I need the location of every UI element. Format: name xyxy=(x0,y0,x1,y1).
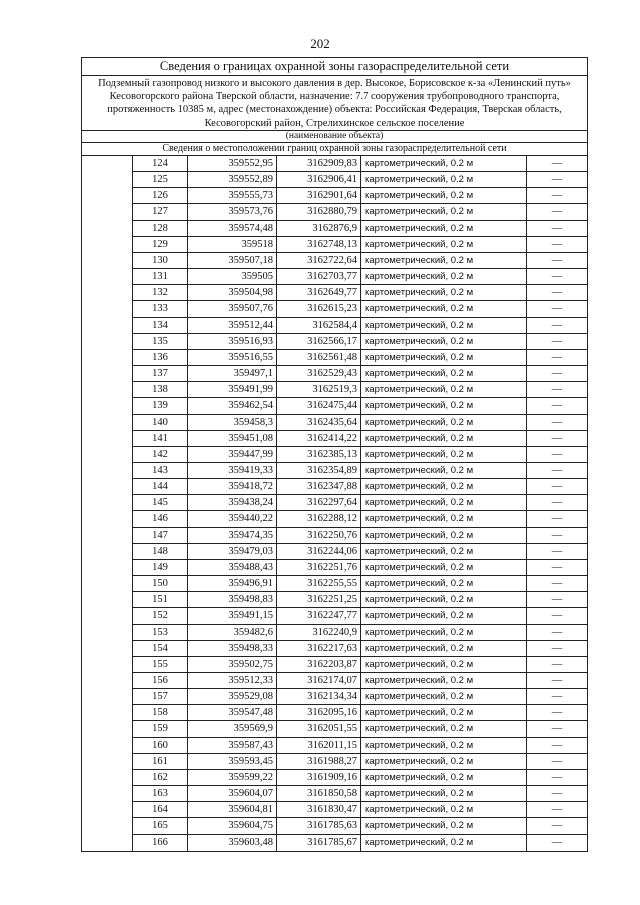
point-number: 152 xyxy=(133,608,188,623)
table-row xyxy=(132,415,587,431)
point-number: 162 xyxy=(133,770,188,785)
point-number: 146 xyxy=(133,511,188,526)
table-row xyxy=(132,592,587,608)
y-coordinate: 3162347,88 xyxy=(277,479,361,494)
table-row xyxy=(132,576,587,592)
note-cell: — xyxy=(551,335,563,347)
table-row xyxy=(132,285,587,301)
point-number: 135 xyxy=(133,334,188,349)
table-row xyxy=(132,301,587,317)
method-accuracy: картометрический, 0.2 м xyxy=(361,576,527,591)
x-coordinate: 359447,99 xyxy=(188,447,277,462)
table-row xyxy=(132,835,587,851)
note-cell: — xyxy=(551,771,563,783)
point-number: 144 xyxy=(133,479,188,494)
method-accuracy: картометрический, 0.2 м xyxy=(361,253,527,268)
y-coordinate: 3162255,55 xyxy=(277,576,361,591)
table-row xyxy=(132,786,587,802)
note-cell: — xyxy=(551,723,563,735)
x-coordinate: 359458,3 xyxy=(188,415,277,430)
note-cell: — xyxy=(551,658,563,670)
object-description: Подземный газопровод низкого и высокого давления в дер. Высокое, Борисовское к-за «Ленинский путь» Кесовогорского района Тверской области, назначение: 7.7 сооружения трубопроводного транспорта, протяженность 10385 м, адрес (местонахождение) объекта: Российская Федерация, Тверская область, Кесовогорский район, Стрелихинское сельское поселение xyxy=(82,76,587,131)
y-coordinate: 3161785,63 xyxy=(277,818,361,833)
x-coordinate: 359603,48 xyxy=(188,835,277,851)
method-accuracy: картометрический, 0.2 м xyxy=(361,269,527,284)
note-cell: — xyxy=(551,642,563,654)
method-accuracy: картометрический, 0.2 м xyxy=(361,818,527,833)
x-coordinate: 359547,48 xyxy=(188,705,277,720)
table-row xyxy=(132,673,587,689)
method-accuracy: картометрический, 0.2 м xyxy=(361,625,527,640)
x-coordinate: 359491,99 xyxy=(188,382,277,397)
x-coordinate: 359474,35 xyxy=(188,528,277,543)
note-cell: — xyxy=(551,497,563,509)
method-accuracy: картометрический, 0.2 м xyxy=(361,237,527,252)
point-number: 166 xyxy=(133,835,188,851)
y-coordinate: 3162354,89 xyxy=(277,463,361,478)
point-number: 126 xyxy=(133,188,188,203)
table-row xyxy=(132,802,587,818)
table-row xyxy=(132,641,587,657)
note-cell: — xyxy=(551,545,563,557)
y-coordinate: 3162240,9 xyxy=(277,625,361,640)
note-cell: — xyxy=(551,400,563,412)
y-coordinate: 3162134,34 xyxy=(277,689,361,704)
method-accuracy: картометрический, 0.2 м xyxy=(361,770,527,785)
note-cell: — xyxy=(551,836,563,848)
method-accuracy: картометрический, 0.2 м xyxy=(361,511,527,526)
point-number: 132 xyxy=(133,285,188,300)
table-row xyxy=(132,657,587,673)
note-cell: — xyxy=(551,287,563,299)
x-coordinate: 359604,75 xyxy=(188,818,277,833)
point-number: 131 xyxy=(133,269,188,284)
y-coordinate: 3162250,76 xyxy=(277,528,361,543)
y-coordinate: 3162011,15 xyxy=(277,738,361,753)
table-row xyxy=(132,253,587,269)
table-row xyxy=(132,398,587,414)
method-accuracy: картометрический, 0.2 м xyxy=(361,608,527,623)
x-coordinate: 359482,6 xyxy=(188,625,277,640)
note-cell: — xyxy=(551,739,563,751)
note-cell: — xyxy=(551,238,563,250)
y-coordinate: 3162297,64 xyxy=(277,495,361,510)
point-number: 138 xyxy=(133,382,188,397)
y-coordinate: 3162288,12 xyxy=(277,511,361,526)
note-cell: — xyxy=(551,578,563,590)
point-number: 151 xyxy=(133,592,188,607)
point-number: 158 xyxy=(133,705,188,720)
method-accuracy: картометрический, 0.2 м xyxy=(361,495,527,510)
method-accuracy: картометрический, 0.2 м xyxy=(361,285,527,300)
x-coordinate: 359488,43 xyxy=(188,560,277,575)
method-accuracy: картометрический, 0.2 м xyxy=(361,641,527,656)
note-cell: — xyxy=(551,222,563,234)
table-row xyxy=(132,447,587,463)
point-number: 128 xyxy=(133,221,188,236)
point-number: 130 xyxy=(133,253,188,268)
table-row xyxy=(132,528,587,544)
note-cell: — xyxy=(551,788,563,800)
method-accuracy: картометрический, 0.2 м xyxy=(361,366,527,381)
method-accuracy: картометрический, 0.2 м xyxy=(361,382,527,397)
x-coordinate: 359529,08 xyxy=(188,689,277,704)
table-row xyxy=(132,721,587,737)
method-accuracy: картометрический, 0.2 м xyxy=(361,528,527,543)
point-number: 164 xyxy=(133,802,188,817)
point-number: 149 xyxy=(133,560,188,575)
note-cell: — xyxy=(551,416,563,428)
note-cell: — xyxy=(551,432,563,444)
table-row xyxy=(132,495,587,511)
y-coordinate: 3162561,48 xyxy=(277,350,361,365)
point-number: 165 xyxy=(133,818,188,833)
note-cell: — xyxy=(551,464,563,476)
y-coordinate: 3162880,79 xyxy=(277,204,361,219)
y-coordinate: 3162906,41 xyxy=(277,172,361,187)
note-cell: — xyxy=(551,804,563,816)
note-cell: — xyxy=(551,561,563,573)
table-row xyxy=(132,382,587,398)
y-coordinate: 3161909,16 xyxy=(277,770,361,785)
table-title: Сведения о границах охранной зоны газораспределительной сети xyxy=(82,58,587,76)
x-coordinate: 359498,33 xyxy=(188,641,277,656)
method-accuracy: картометрический, 0.2 м xyxy=(361,188,527,203)
x-coordinate: 359512,44 xyxy=(188,318,277,333)
table-row xyxy=(132,705,587,721)
table-row xyxy=(132,172,587,188)
method-accuracy: картометрический, 0.2 м xyxy=(361,301,527,316)
method-accuracy: картометрический, 0.2 м xyxy=(361,721,527,736)
y-coordinate: 3162901,64 xyxy=(277,188,361,203)
point-number: 160 xyxy=(133,738,188,753)
page-number: 202 xyxy=(310,36,330,51)
table-row xyxy=(132,366,587,382)
note-cell: — xyxy=(551,351,563,363)
x-coordinate: 359507,18 xyxy=(188,253,277,268)
table-row xyxy=(132,479,587,495)
x-coordinate: 359516,93 xyxy=(188,334,277,349)
point-number: 156 xyxy=(133,673,188,688)
method-accuracy: картометрический, 0.2 м xyxy=(361,415,527,430)
note-cell: — xyxy=(551,368,563,380)
point-number: 147 xyxy=(133,528,188,543)
y-coordinate: 3161988,27 xyxy=(277,754,361,769)
note-cell: — xyxy=(551,271,563,283)
note-cell: — xyxy=(551,319,563,331)
point-number: 141 xyxy=(133,431,188,446)
method-accuracy: картометрический, 0.2 м xyxy=(361,592,527,607)
table-row xyxy=(132,511,587,527)
y-coordinate: 3162247,77 xyxy=(277,608,361,623)
method-accuracy: картометрический, 0.2 м xyxy=(361,705,527,720)
coordinate-rows xyxy=(82,156,587,851)
y-coordinate: 3161785,67 xyxy=(277,835,361,851)
y-coordinate: 3161850,58 xyxy=(277,786,361,801)
point-number: 137 xyxy=(133,366,188,381)
boundary-table xyxy=(81,57,588,852)
x-coordinate: 359599,22 xyxy=(188,770,277,785)
table-row xyxy=(132,463,587,479)
method-accuracy: картометрический, 0.2 м xyxy=(361,835,527,851)
note-cell: — xyxy=(551,303,563,315)
y-coordinate: 3161830,47 xyxy=(277,802,361,817)
point-number: 127 xyxy=(133,204,188,219)
note-cell: — xyxy=(551,675,563,686)
x-coordinate: 359516,55 xyxy=(188,350,277,365)
table-row xyxy=(132,350,587,366)
y-coordinate: 3162414,22 xyxy=(277,431,361,446)
method-accuracy: картометрический, 0.2 м xyxy=(361,350,527,365)
note-cell: — xyxy=(551,610,563,622)
table-row xyxy=(132,560,587,576)
method-accuracy: картометрический, 0.2 м xyxy=(361,221,527,236)
x-coordinate: 359440,22 xyxy=(188,511,277,526)
point-number: 145 xyxy=(133,495,188,510)
note-cell: — xyxy=(551,529,563,541)
table-row xyxy=(132,156,587,172)
method-accuracy: картометрический, 0.2 м xyxy=(361,463,527,478)
method-accuracy: картометрический, 0.2 м xyxy=(361,334,527,349)
method-accuracy: картометрический, 0.2 м xyxy=(361,544,527,559)
point-number: 139 xyxy=(133,398,188,413)
y-coordinate: 3162203,87 xyxy=(277,657,361,672)
y-coordinate: 3162251,25 xyxy=(277,592,361,607)
method-accuracy: картометрический, 0.2 м xyxy=(361,738,527,753)
table-row xyxy=(132,188,587,204)
x-coordinate: 359498,83 xyxy=(188,592,277,607)
point-number: 148 xyxy=(133,544,188,559)
point-number: 134 xyxy=(133,318,188,333)
x-coordinate: 359462,54 xyxy=(188,398,277,413)
x-coordinate: 359502,75 xyxy=(188,657,277,672)
note-cell: — xyxy=(551,158,563,169)
note-cell: — xyxy=(551,707,563,719)
table-row xyxy=(132,334,587,350)
point-number: 124 xyxy=(133,156,188,171)
x-coordinate: 359604,07 xyxy=(188,786,277,801)
point-number: 159 xyxy=(133,721,188,736)
y-coordinate: 3162217,63 xyxy=(277,641,361,656)
point-number: 143 xyxy=(133,463,188,478)
y-coordinate: 3162251,76 xyxy=(277,560,361,575)
point-number: 153 xyxy=(133,625,188,640)
x-coordinate: 359593,45 xyxy=(188,754,277,769)
point-number: 129 xyxy=(133,237,188,252)
method-accuracy: картометрический, 0.2 м xyxy=(361,447,527,462)
point-number: 161 xyxy=(133,754,188,769)
y-coordinate: 3162244,06 xyxy=(277,544,361,559)
x-coordinate: 359518 xyxy=(188,237,277,252)
x-coordinate: 359505 xyxy=(188,269,277,284)
y-coordinate: 3162615,23 xyxy=(277,301,361,316)
x-coordinate: 359512,33 xyxy=(188,673,277,688)
note-cell: — xyxy=(551,691,563,703)
note-cell: — xyxy=(551,206,563,218)
point-number: 125 xyxy=(133,172,188,187)
y-coordinate: 3162519,3 xyxy=(277,382,361,397)
x-coordinate: 359479,03 xyxy=(188,544,277,559)
x-coordinate: 359504,98 xyxy=(188,285,277,300)
y-coordinate: 3162566,17 xyxy=(277,334,361,349)
point-number: 133 xyxy=(133,301,188,316)
table-row xyxy=(132,738,587,754)
y-coordinate: 3162649,77 xyxy=(277,285,361,300)
method-accuracy: картометрический, 0.2 м xyxy=(361,479,527,494)
table-row xyxy=(132,269,587,285)
y-coordinate: 3162475,44 xyxy=(277,398,361,413)
table-row xyxy=(132,221,587,237)
y-coordinate: 3162385,13 xyxy=(277,447,361,462)
y-coordinate: 3162051,55 xyxy=(277,721,361,736)
location-header: Сведения о местоположении границ охранной зоны газораспределительной сети xyxy=(82,143,587,156)
y-coordinate: 3162722,64 xyxy=(277,253,361,268)
method-accuracy: картометрический, 0.2 м xyxy=(361,673,527,688)
y-coordinate: 3162435,64 xyxy=(277,415,361,430)
method-accuracy: картометрический, 0.2 м xyxy=(361,786,527,801)
table-row xyxy=(132,204,587,220)
method-accuracy: картометрический, 0.2 м xyxy=(361,398,527,413)
method-accuracy: картометрический, 0.2 м xyxy=(361,754,527,769)
table-row xyxy=(132,754,587,770)
method-accuracy: картометрический, 0.2 м xyxy=(361,318,527,333)
note-cell: — xyxy=(551,254,563,266)
x-coordinate: 359419,33 xyxy=(188,463,277,478)
table-row xyxy=(132,770,587,786)
x-coordinate: 359555,73 xyxy=(188,188,277,203)
point-number: 157 xyxy=(133,689,188,704)
x-coordinate: 359496,91 xyxy=(188,576,277,591)
y-coordinate: 3162174,07 xyxy=(277,673,361,688)
x-coordinate: 359507,76 xyxy=(188,301,277,316)
note-cell: — xyxy=(551,820,563,832)
table-row xyxy=(132,237,587,253)
x-coordinate: 359418,72 xyxy=(188,479,277,494)
method-accuracy: картометрический, 0.2 м xyxy=(361,172,527,187)
note-cell: — xyxy=(551,448,563,460)
method-accuracy: картометрический, 0.2 м xyxy=(361,204,527,219)
point-number: 136 xyxy=(133,350,188,365)
note-cell: — xyxy=(551,190,563,202)
table-row xyxy=(132,544,587,560)
x-coordinate: 359587,43 xyxy=(188,738,277,753)
table-row xyxy=(132,431,587,447)
x-coordinate: 359573,76 xyxy=(188,204,277,219)
method-accuracy: картометрический, 0.2 м xyxy=(361,689,527,704)
note-cell: — xyxy=(551,174,563,186)
x-coordinate: 359497,1 xyxy=(188,366,277,381)
y-coordinate: 3162909,83 xyxy=(277,156,361,171)
y-coordinate: 3162584,4 xyxy=(277,318,361,333)
note-cell: — xyxy=(551,384,563,396)
table-row xyxy=(132,818,587,834)
point-number: 155 xyxy=(133,657,188,672)
x-coordinate: 359552,95 xyxy=(188,156,277,171)
note-cell: — xyxy=(551,513,563,525)
note-cell: — xyxy=(551,481,563,493)
method-accuracy: картометрический, 0.2 м xyxy=(361,657,527,672)
y-coordinate: 3162876,9 xyxy=(277,221,361,236)
point-number: 150 xyxy=(133,576,188,591)
table-row xyxy=(132,689,587,705)
object-caption: (наименование объекта) xyxy=(82,131,587,143)
y-coordinate: 3162748,13 xyxy=(277,237,361,252)
x-coordinate: 359451,08 xyxy=(188,431,277,446)
method-accuracy: картометрический, 0.2 м xyxy=(361,156,527,171)
note-cell: — xyxy=(551,755,563,767)
note-cell: — xyxy=(551,626,563,638)
method-accuracy: картометрический, 0.2 м xyxy=(361,431,527,446)
x-coordinate: 359438,24 xyxy=(188,495,277,510)
point-number: 163 xyxy=(133,786,188,801)
x-coordinate: 359604,81 xyxy=(188,802,277,817)
x-coordinate: 359491,15 xyxy=(188,608,277,623)
note-cell: — xyxy=(551,594,563,606)
table-row xyxy=(132,608,587,624)
point-number: 154 xyxy=(133,641,188,656)
x-coordinate: 359569,9 xyxy=(188,721,277,736)
x-coordinate: 359552,89 xyxy=(188,172,277,187)
method-accuracy: картометрический, 0.2 м xyxy=(361,802,527,817)
table-row xyxy=(132,625,587,641)
y-coordinate: 3162529,43 xyxy=(277,366,361,381)
y-coordinate: 3162095,16 xyxy=(277,705,361,720)
point-number: 142 xyxy=(133,447,188,462)
method-accuracy: картометрический, 0.2 м xyxy=(361,560,527,575)
y-coordinate: 3162703,77 xyxy=(277,269,361,284)
table-row xyxy=(132,318,587,334)
point-number: 140 xyxy=(133,415,188,430)
x-coordinate: 359574,48 xyxy=(188,221,277,236)
